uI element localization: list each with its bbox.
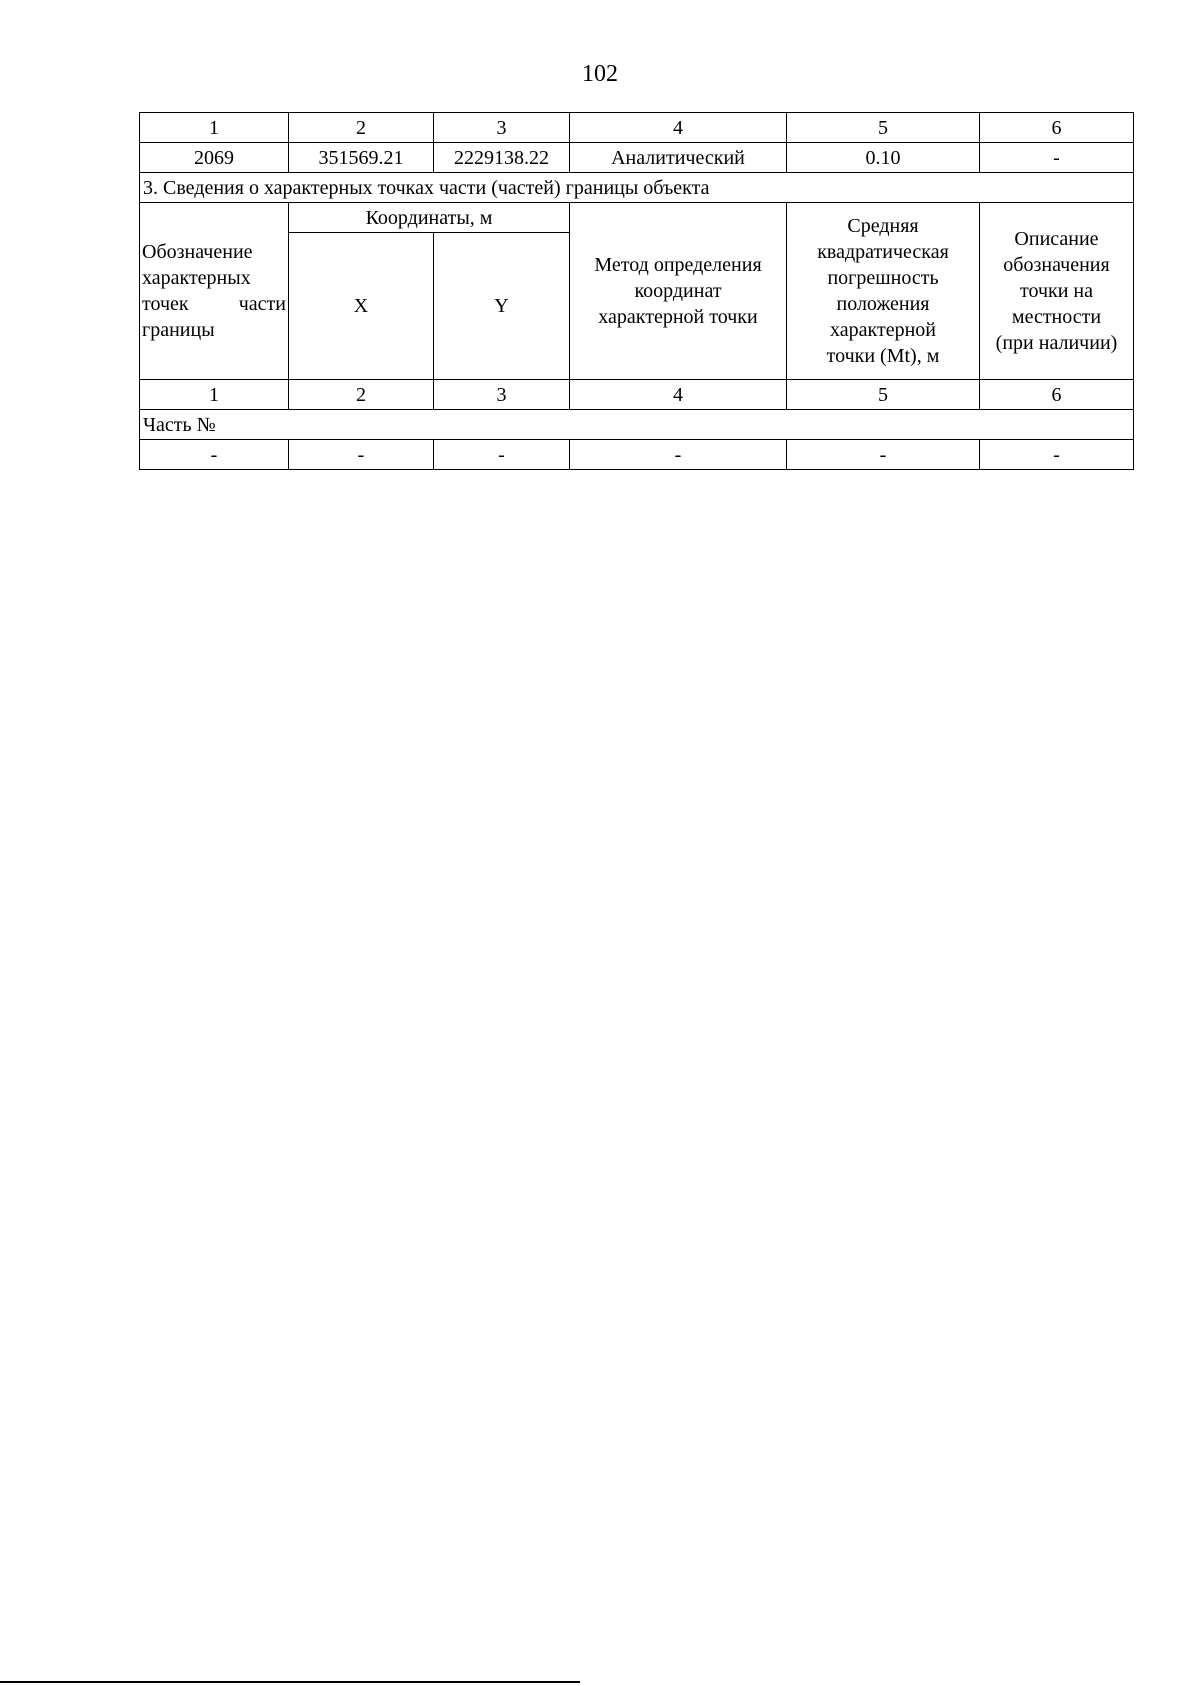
point-label-line: границы: [142, 319, 215, 341]
column-number: 1: [140, 380, 289, 410]
column-number: 4: [570, 113, 787, 143]
empty-cell: -: [570, 440, 787, 470]
section-title-row: [140, 173, 1134, 203]
mt-cell: 0.10: [787, 143, 980, 173]
section-title: 3. Сведения о характерных точках части (частей) границы объекта: [140, 173, 1134, 203]
empty-cell: -: [787, 440, 980, 470]
column-number: 3: [434, 113, 570, 143]
column-number: 2: [289, 113, 434, 143]
header-row-top: [140, 203, 1134, 233]
point-label-line: точек части: [142, 293, 286, 315]
bottom-rule: [0, 1681, 580, 1683]
boundary-points-table: [139, 112, 1134, 470]
page-number: 102: [582, 61, 618, 87]
description-header-line: обозначения: [1003, 254, 1110, 276]
column-number: 2: [289, 380, 434, 410]
method-header: [570, 203, 787, 380]
column-number-row: [140, 113, 1134, 143]
mt-header-line: погрешность: [827, 267, 939, 289]
description-header-line: (при наличии): [995, 332, 1118, 354]
mt-header-line: положения: [836, 293, 930, 315]
method-cell: Аналитический: [570, 143, 787, 173]
empty-cell: -: [289, 440, 434, 470]
point-label-header: [140, 203, 289, 380]
column-number-row: [140, 380, 1134, 410]
x-header: X: [289, 233, 434, 380]
table-row: [140, 143, 1134, 173]
part-label-row: [140, 410, 1134, 440]
empty-cell: -: [434, 440, 570, 470]
method-header-line: координат: [634, 280, 722, 302]
description-cell: -: [980, 143, 1134, 173]
method-header-line: Метод определения: [594, 254, 762, 276]
column-number: 1: [140, 113, 289, 143]
description-header-line: местности: [1011, 306, 1102, 328]
empty-cell: -: [140, 440, 289, 470]
empty-cell: -: [980, 440, 1134, 470]
point-id-cell: 2069: [140, 143, 289, 173]
point-label-line: Обозначение: [142, 241, 253, 263]
method-header-line: характерной точки: [598, 306, 758, 328]
description-header-line: точки на: [1019, 280, 1094, 302]
column-number: 4: [570, 380, 787, 410]
mt-header: [787, 203, 980, 380]
column-number: 6: [980, 380, 1134, 410]
y-header: Y: [434, 233, 570, 380]
mt-header-line: Средняя: [847, 215, 919, 237]
column-number: 3: [434, 380, 570, 410]
column-number: 6: [980, 113, 1134, 143]
description-header: [980, 203, 1134, 380]
mt-header-line: характерной: [830, 319, 936, 341]
x-coordinate-cell: 351569.21: [289, 143, 434, 173]
coordinates-header: Координаты, м: [289, 203, 570, 233]
table-row: [140, 440, 1134, 470]
part-label: Часть №: [140, 410, 1134, 440]
y-coordinate-cell: 2229138.22: [434, 143, 570, 173]
mt-header-line: квадратическая: [817, 241, 949, 263]
point-label-line: характерных: [142, 267, 251, 289]
column-number: 5: [787, 380, 980, 410]
description-header-line: Описание: [1014, 228, 1099, 250]
mt-header-line: точки (Mt), м: [826, 345, 940, 367]
column-number: 5: [787, 113, 980, 143]
